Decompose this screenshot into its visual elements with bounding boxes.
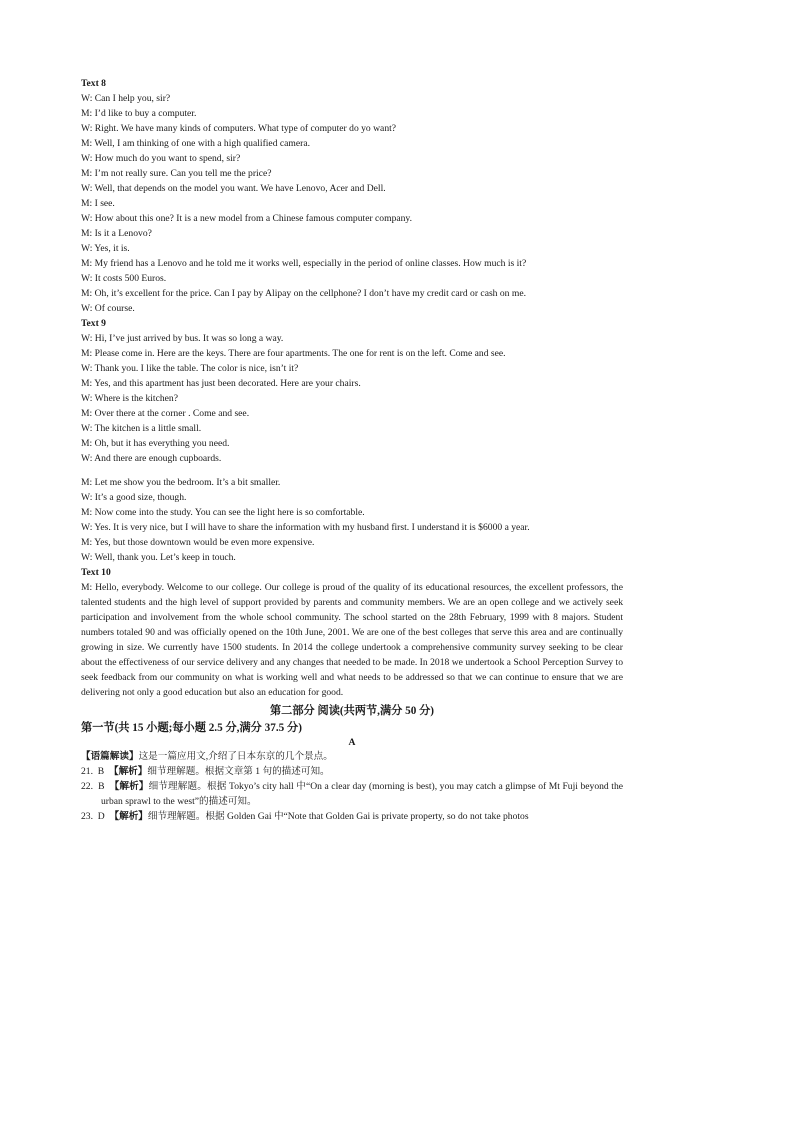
text9-dialogue-part2 <box>81 475 623 565</box>
text9-line: W: It’s a good size, though. <box>81 492 187 503</box>
answer-item <box>81 764 623 779</box>
text10-heading: Text 10 <box>81 567 111 578</box>
text9-line: M: Let me show you the bedroom. It’s a bit smaller. <box>81 477 281 488</box>
analysis-text: 细节理解题。根据 Tokyo’s city hall 中“On a clear day (morning is best), you may catch a glimpse of Mt Fuji beyond the urban sprawl to the west”的描述可知。 <box>101 781 623 807</box>
text9-line: W: Hi, I’ve just arrived by bus. It was so long a way. <box>81 333 284 344</box>
text10-monologue: M: Hello, everybody. Welcome to our college. Our college is proud of the quality of its educational resources, the excellent professors, the talented students and the high level of support provided by parents and community members. We are an open college and we actively seek participation and involvement from the whole school community. The school started on the 28th February, 1999 with 8 majors. Student numbers totaled 90 and was officially opened on the 10th June, 2001. We are one of the best colleges that serve this area and are continually growing in size. We currently have 1500 students. In 2014 the college undertook a comprehensive community survey seeking to be clear about the effectiveness of our service delivery and any changes that needed to be made. In 2018 we undertook a School Perception Survey to seek feedback from our community on what is working well and what needs to be addressed so that we can continue to ensure that we are delivering not only a good education but also an education for good. <box>81 582 623 698</box>
text8-line: W: Yes, it is. <box>81 243 130 254</box>
section1-heading: 第一节(共 15 小题;每小题 2.5 分,满分 37.5 分) <box>81 722 302 734</box>
text9-line: W: Where is the kitchen? <box>81 393 178 404</box>
text8-line: M: Oh, it’s excellent for the price. Can I pay by Alipay on the cellphone? I don’t have my credit card or cash on me. <box>81 288 526 299</box>
text8-line: M: I see. <box>81 198 115 209</box>
analysis-text: 细节理解题。根据 Golden Gai 中“Note that Golden Gai is private property, so do not take photos <box>147 811 529 822</box>
text9-line: W: And there are enough cupboards. <box>81 453 222 464</box>
text8-line: W: Right. We have many kinds of computers. What type of computer do yo want? <box>81 123 397 134</box>
text8-line: W: Of course. <box>81 303 135 314</box>
text8-heading: Text 8 <box>81 78 106 89</box>
answer-choice: B <box>98 781 105 792</box>
part2-title: 第二部分 阅读(共两节,满分 50 分) <box>269 705 435 717</box>
text8-line: W: It costs 500 Euros. <box>81 273 167 284</box>
text8-line: M: Is it a Lenovo? <box>81 228 152 239</box>
passage-letter: A <box>348 737 356 748</box>
text8-line: M: Well, I am thinking of one with a high qualified camera. <box>81 138 310 149</box>
answer-number: 22. <box>81 781 93 792</box>
passage-summary-label: 【语篇解读】 <box>81 751 139 762</box>
text8-line: W: Well, that depends on the model you want. We have Lenovo, Acer and Dell. <box>81 183 386 194</box>
text9-line: M: Now come into the study. You can see the light here is so comfortable. <box>81 507 365 518</box>
text9-line: M: Oh, but it has everything you need. <box>81 438 230 449</box>
text9-line: M: Please come in. Here are the keys. There are four apartments. The one for rent is on the left. Come and see. <box>81 348 506 359</box>
text9-line: M: Over there at the corner . Come and see. <box>81 408 250 419</box>
text8-line: M: My friend has a Lenovo and he told me it works well, especially in the period of online classes. How much is it? <box>81 258 527 269</box>
text9-dialogue-part1 <box>81 331 623 466</box>
text8-line: W: Can I help you, sir? <box>81 93 171 104</box>
passage-summary-text: 这是一篇应用文,介绍了日本东京的几个景点。 <box>138 751 333 762</box>
text9-line: M: Yes, but those downtown would be even more expensive. <box>81 537 315 548</box>
text9-heading: Text 9 <box>81 318 106 329</box>
text8-dialogue <box>81 91 623 316</box>
answer-choice: D <box>97 811 105 822</box>
analysis-label: 【解析】 <box>109 811 148 822</box>
answer-number: 21. <box>81 766 93 777</box>
text9-line: M: Yes, and this apartment has just been decorated. Here are your chairs. <box>81 378 361 389</box>
text8-line: M: I’d like to buy a computer. <box>81 108 197 119</box>
answer-choice: B <box>97 766 105 777</box>
answer-key-page <box>81 76 623 824</box>
text9-line: W: Well, thank you. Let’s keep in touch. <box>81 552 236 563</box>
analysis-label: 【解析】 <box>109 781 149 792</box>
answer-item <box>81 809 623 824</box>
text9-line: W: The kitchen is a little small. <box>81 423 202 434</box>
analysis-label: 【解析】 <box>109 766 148 777</box>
answer-number: 23. <box>81 811 93 822</box>
text8-line: W: How about this one? It is a new model from a Chinese famous computer company. <box>81 213 412 224</box>
text8-line: W: How much do you want to spend, sir? <box>81 153 241 164</box>
analysis-text: 细节理解题。根据文章第 1 句的描述可知。 <box>147 766 330 777</box>
answer-list <box>81 764 623 824</box>
text9-line: W: Thank you. I like the table. The color is nice, isn’t it? <box>81 363 299 374</box>
passage-summary <box>81 749 623 764</box>
text9-line: W: Yes. It is very nice, but I will have to share the information with my husband first. I understand it is $6000 a year. <box>81 522 530 533</box>
answer-item <box>81 779 623 809</box>
text8-line: M: I’m not really sure. Can you tell me the price? <box>81 168 272 179</box>
